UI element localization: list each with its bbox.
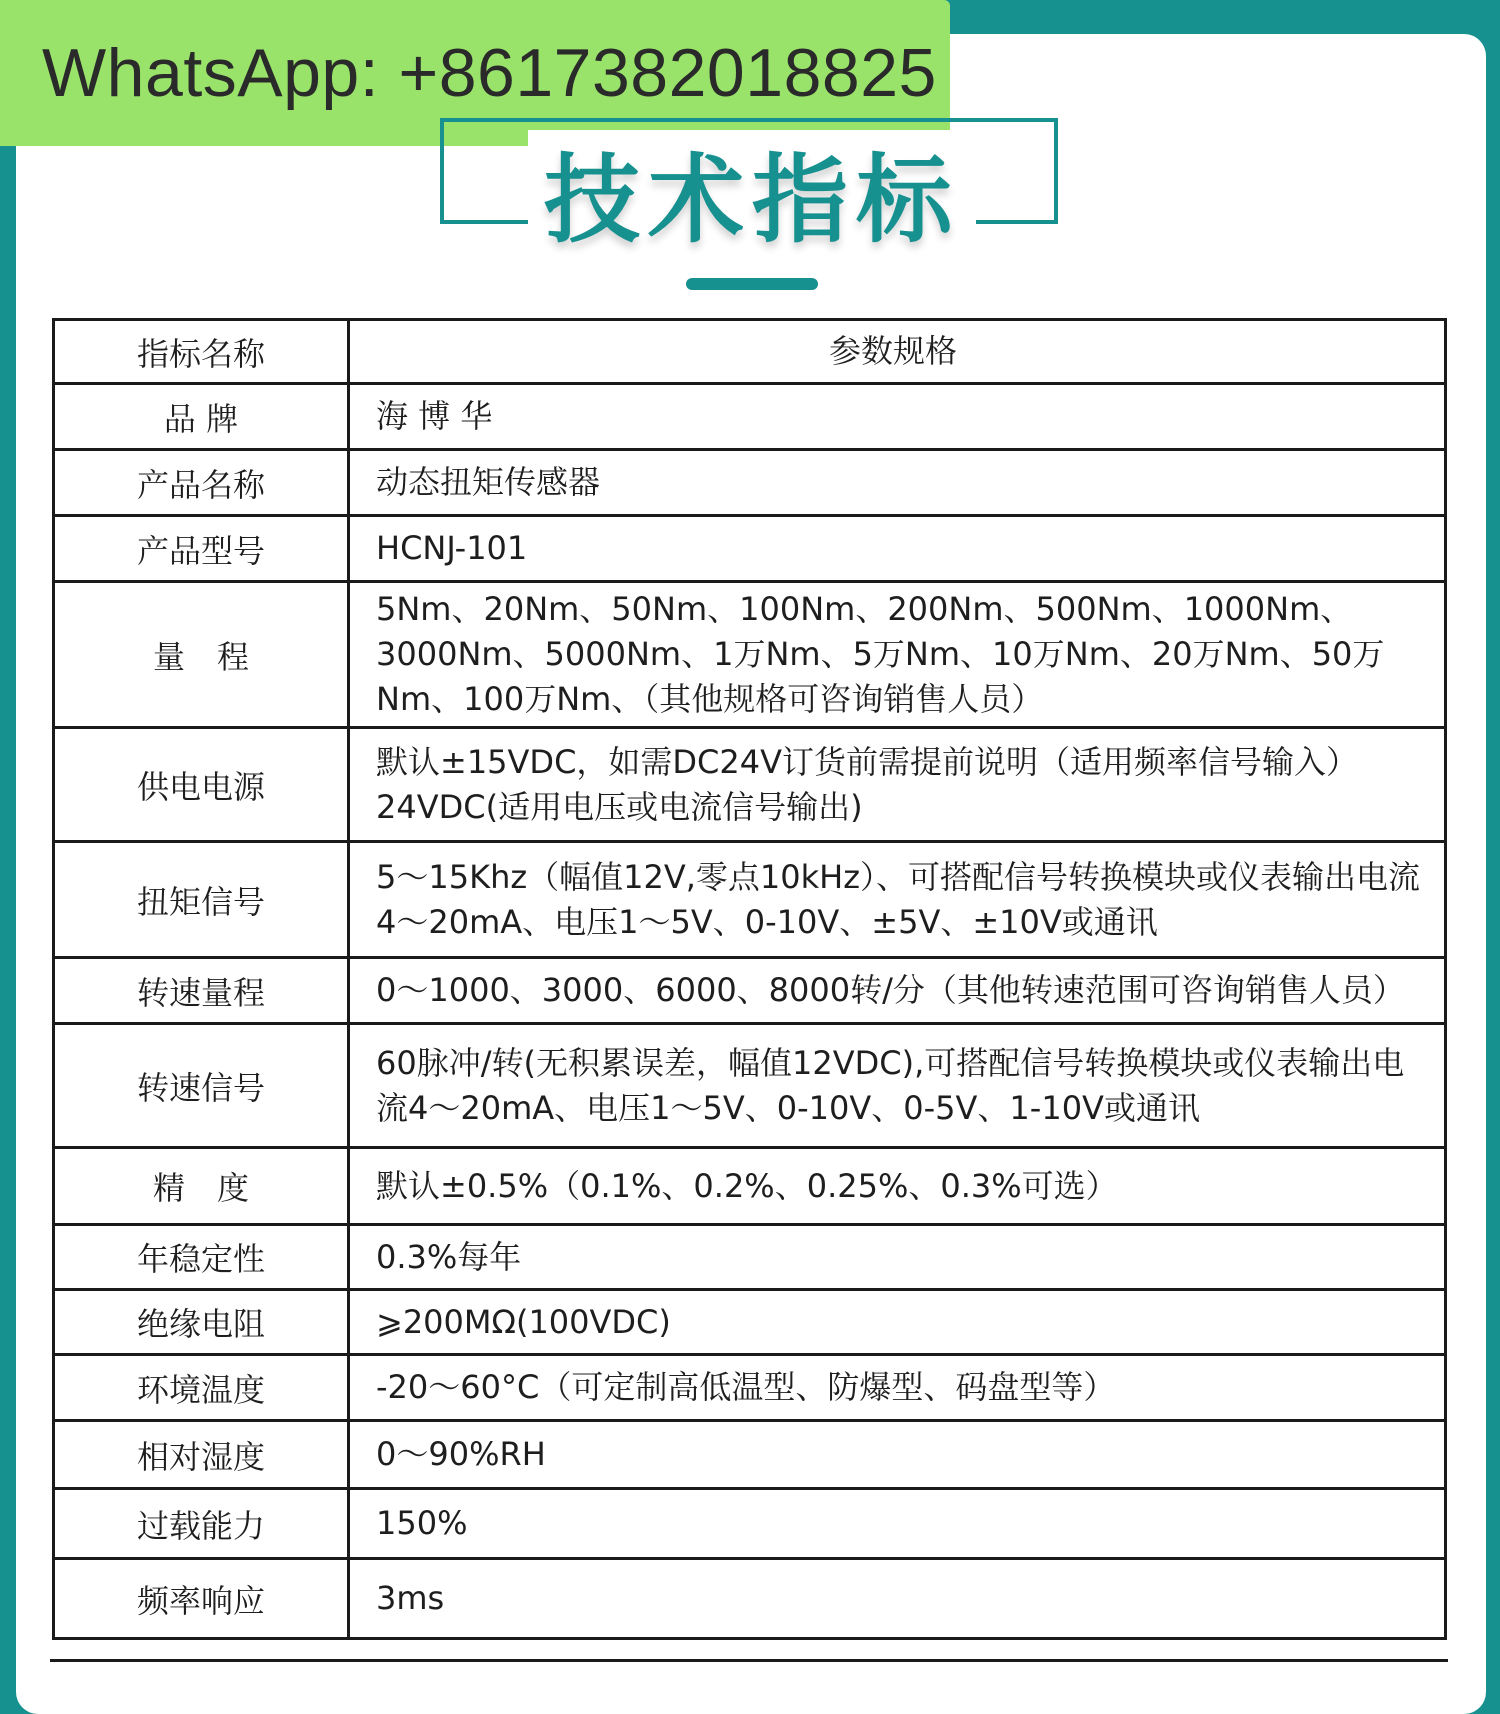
- table-row: [54, 582, 1446, 728]
- row-name-cell: 转速量程: [54, 958, 349, 1024]
- table-row: [54, 1559, 1446, 1639]
- row-value-cell: HCNJ-101: [349, 516, 1446, 582]
- table-row: [54, 1421, 1446, 1489]
- spec-table: [52, 318, 1447, 1640]
- table-row: [54, 728, 1446, 842]
- table-row: [54, 958, 1446, 1024]
- row-name-cell: 量 程: [54, 582, 349, 728]
- row-name-cell: 过载能力: [54, 1489, 349, 1559]
- row-value-cell: 海 博 华: [349, 384, 1446, 450]
- row-name-cell: 环境温度: [54, 1355, 349, 1421]
- row-name-cell: 绝缘电阻: [54, 1290, 349, 1355]
- header-name-cell: 指标名称: [54, 320, 349, 384]
- table-row: [54, 384, 1446, 450]
- table-row: [54, 1024, 1446, 1148]
- row-value-cell: -20～60°C（可定制高低温型、防爆型、码盘型等）: [349, 1355, 1446, 1421]
- row-value-cell: 3ms: [349, 1559, 1446, 1639]
- table-row: [54, 1355, 1446, 1421]
- table-row: [54, 516, 1446, 582]
- row-name-cell: 年稳定性: [54, 1225, 349, 1290]
- header-value-cell: 参数规格: [349, 320, 1446, 384]
- table-header-row: [54, 320, 1446, 384]
- row-name-cell: 产品名称: [54, 450, 349, 516]
- row-name-cell: 精 度: [54, 1148, 349, 1225]
- table-row: [54, 450, 1446, 516]
- table-row: [54, 1290, 1446, 1355]
- row-value-cell: 默认±0.5%（0.1%、0.2%、0.25%、0.3%可选）: [349, 1148, 1446, 1225]
- page-title: 技术指标: [544, 144, 960, 256]
- row-name-cell: 品 牌: [54, 384, 349, 450]
- table-row: [54, 1225, 1446, 1290]
- row-name-cell: 供电电源: [54, 728, 349, 842]
- row-value-cell: 5Nm、20Nm、50Nm、100Nm、200Nm、500Nm、1000Nm、3000Nm、5000Nm、1万Nm、5万Nm、10万Nm、20万Nm、50万Nm、100万Nm、（其他规格可咨询销售人员）: [349, 582, 1446, 728]
- row-value-cell: 0～90%RH: [349, 1421, 1446, 1489]
- row-value-cell: 150%: [349, 1489, 1446, 1559]
- table-row: [54, 1489, 1446, 1559]
- table-row: [54, 1148, 1446, 1225]
- row-value-cell: ⩾200MΩ(100VDC): [349, 1290, 1446, 1355]
- row-value-cell: 默认±15VDC，如需DC24V订货前需提前说明（适用频率信号输入）24VDC(适用电压或电流信号输出): [349, 728, 1446, 842]
- title-underline: [686, 278, 818, 290]
- row-name-cell: 转速信号: [54, 1024, 349, 1148]
- row-value-cell: 动态扭矩传感器: [349, 450, 1446, 516]
- row-name-cell: 扭矩信号: [54, 842, 349, 958]
- row-value-cell: 5～15Khz（幅值12V,零点10kHz）、可搭配信号转换模块或仪表输出电流4～20mA、电压1～5V、0-10V、±5V、±10V或通讯: [349, 842, 1446, 958]
- table-row: [54, 842, 1446, 958]
- row-value-cell: 0～1000、3000、6000、8000转/分（其他转速范围可咨询销售人员）: [349, 958, 1446, 1024]
- row-value-cell: 0.3%每年: [349, 1225, 1446, 1290]
- row-name-cell: 产品型号: [54, 516, 349, 582]
- row-name-cell: 相对湿度: [54, 1421, 349, 1489]
- row-name-cell: 频率响应: [54, 1559, 349, 1639]
- row-value-cell: 60脉冲/转(无积累误差，幅值12VDC),可搭配信号转换模块或仪表输出电流4～20mA、电压1～5V、0-10V、0-5V、1-10V或通讯: [349, 1024, 1446, 1148]
- bottom-divider: [50, 1659, 1448, 1662]
- contact-text: WhatsApp: +8617382018825: [42, 35, 937, 111]
